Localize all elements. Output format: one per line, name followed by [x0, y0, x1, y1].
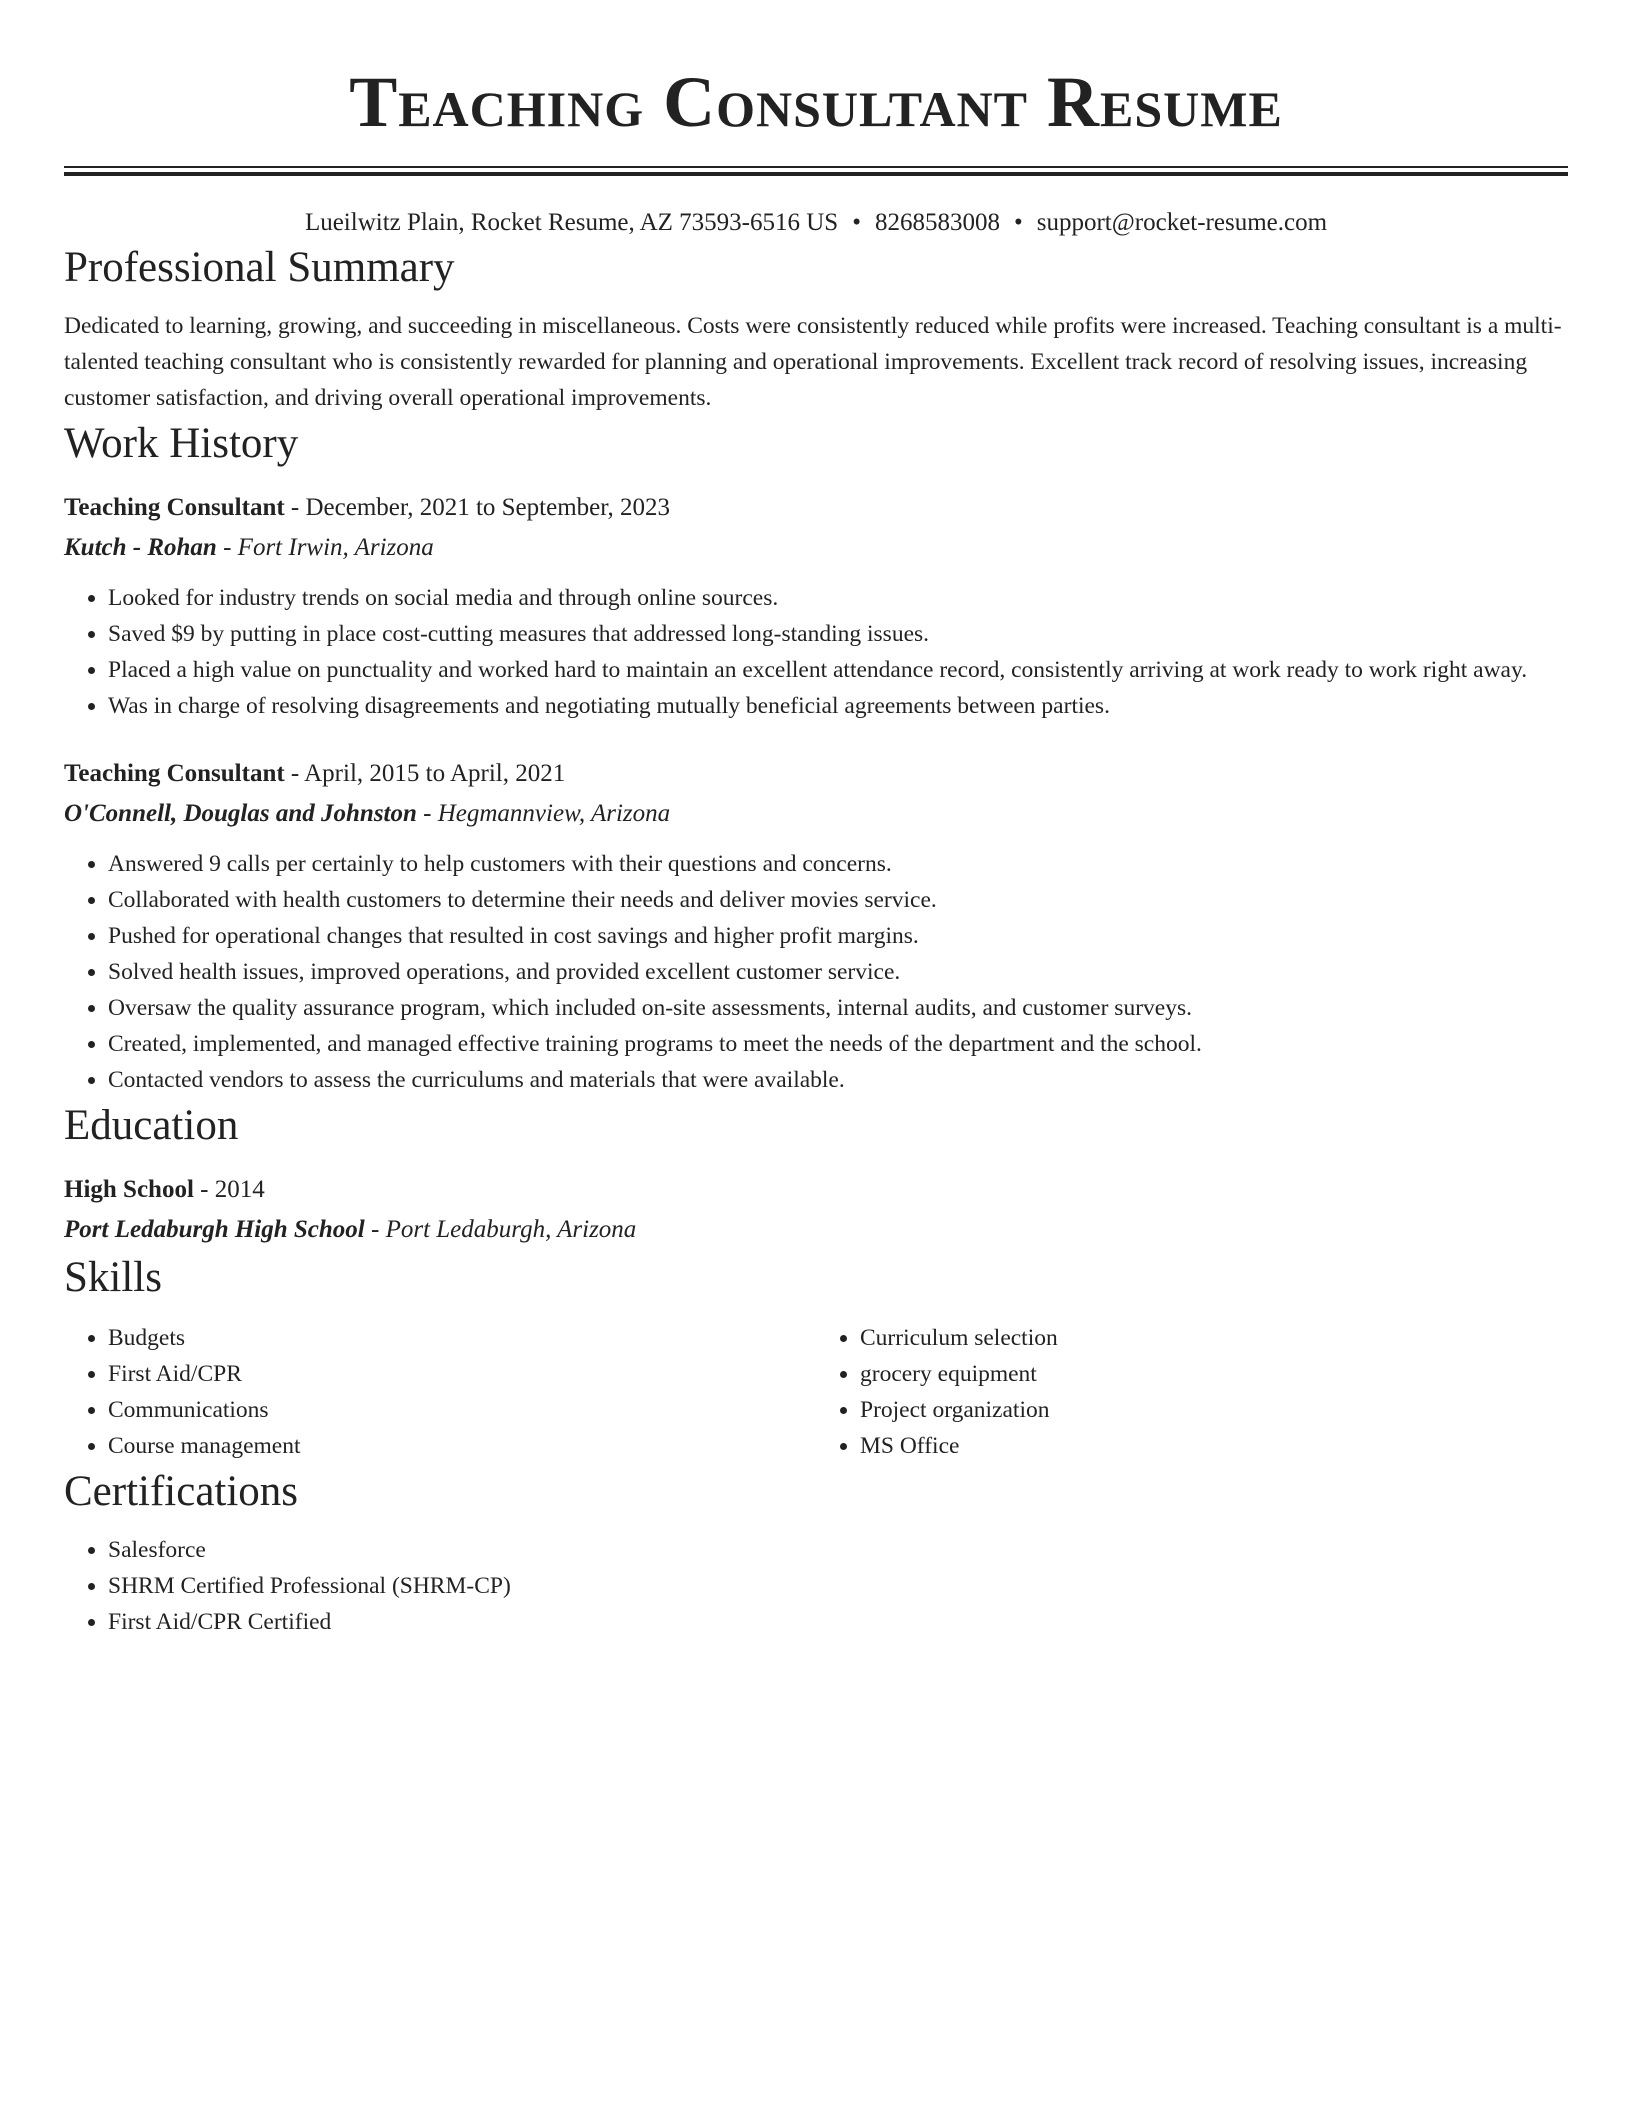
contact-email: support@rocket-resume.com: [1036, 209, 1328, 236]
education-school-line: [64, 1210, 1568, 1250]
contact-line: [64, 206, 1568, 240]
contact-separator: •: [1013, 209, 1023, 236]
skill-item: • Communications: [108, 1392, 816, 1428]
job-entry: [64, 488, 1568, 724]
education-heading: Education: [64, 1102, 239, 1149]
certifications-heading: Certifications: [64, 1468, 299, 1515]
summary-heading: Professional Summary: [64, 244, 455, 291]
job-bullet: • Placed a high value on punctuality and worked hard to maintain an excellent attendance record, consistently arriving at work ready to work right away.: [108, 652, 1568, 688]
job-company-line: [64, 528, 1568, 568]
job-bullet: • Pushed for operational changes that resulted in cost savings and higher profit margins.: [108, 918, 1568, 954]
contact-separator: •: [852, 209, 861, 236]
skill-item: • Course management: [108, 1428, 816, 1464]
skills-list-right: [816, 1320, 1568, 1464]
job-entry: [64, 754, 1568, 1098]
education-school: Port Ledaburgh High School: [64, 1216, 365, 1243]
job-dates: - December, 2021 to September, 2023: [284, 494, 671, 521]
education-year: - 2014: [193, 1176, 265, 1203]
job-title-line: [64, 488, 1568, 528]
job-bullet-list: [64, 846, 1568, 1098]
job-title-line: [64, 754, 1568, 794]
job-bullet: • Created, implemented, and managed effective training programs to meet the needs of the department and the school.: [108, 1026, 1568, 1062]
job-bullet: • Saved $9 by putting in place cost-cutting measures that addressed long-standing issues.: [108, 616, 1568, 652]
job-bullet: • Looked for industry trends on social media and through online sources.: [108, 580, 1568, 616]
education-degree: High School: [64, 1176, 194, 1203]
work-history-heading: Work History: [64, 420, 299, 467]
skill-item: • Budgets: [108, 1320, 816, 1356]
job-company: Kutch - Rohan: [64, 534, 217, 561]
skill-item: • Project organization: [860, 1392, 1568, 1428]
job-bullet: • Contacted vendors to assess the curriculums and materials that were available.: [108, 1062, 1568, 1098]
education-entry: [64, 1170, 1568, 1250]
skill-item: • Curriculum selection: [860, 1320, 1568, 1356]
job-bullet: • Was in charge of resolving disagreements and negotiating mutually beneficial agreements between parties.: [108, 688, 1568, 724]
certification-item: • SHRM Certified Professional (SHRM-CP): [108, 1568, 1568, 1604]
contact-phone: 8268583008: [874, 209, 1000, 236]
job-location: - Fort Irwin, Arizona: [216, 534, 434, 561]
certification-item: • Salesforce: [108, 1532, 1568, 1568]
job-location: - Hegmannview, Arizona: [416, 800, 671, 827]
job-bullet: • Collaborated with health customers to determine their needs and deliver movies service.: [108, 882, 1568, 918]
skill-item: • grocery equipment: [860, 1356, 1568, 1392]
certification-item: • First Aid/CPR Certified: [108, 1604, 1568, 1640]
job-title: Teaching Consultant: [64, 494, 285, 521]
certifications-list: [64, 1532, 1568, 1640]
job-bullet: • Answered 9 calls per certainly to help customers with their questions and concerns.: [108, 846, 1568, 882]
job-company-line: [64, 794, 1568, 834]
skill-item: • First Aid/CPR: [108, 1356, 816, 1392]
contact-address: Lueilwitz Plain, Rocket Resume, AZ 73593-6516 US: [304, 209, 839, 236]
education-degree-line: [64, 1170, 1568, 1210]
education-location: - Port Ledaburgh, Arizona: [364, 1216, 637, 1243]
job-dates: - April, 2015 to April, 2021: [284, 760, 566, 787]
job-title: Teaching Consultant: [64, 760, 285, 787]
job-bullet: • Solved health issues, improved operations, and provided excellent customer service.: [108, 954, 1568, 990]
job-bullet-list: [64, 580, 1568, 724]
job-bullet: • Oversaw the quality assurance program, which included on-site assessments, internal audits, and customer surveys.: [108, 990, 1568, 1026]
title-divider: [64, 166, 1568, 176]
skills-heading: Skills: [64, 1254, 162, 1301]
skill-item: • MS Office: [860, 1428, 1568, 1464]
job-company: O'Connell, Douglas and Johnston: [64, 800, 417, 827]
skills-list-left: [64, 1320, 816, 1464]
summary-text: Dedicated to learning, growing, and succeeding in miscellaneous. Costs were consistently reduced while profits were increased. Teaching consultant is a multi-talented teaching consultant who is consistently rewarded for planning and operational improvements. Excellent track record of resolving issues, increasing customer satisfaction, and driving overall operational improvements.: [64, 313, 1562, 411]
skills-grid: [64, 1320, 1568, 1464]
resume-title: Teaching Consultant Resume: [349, 62, 1283, 142]
